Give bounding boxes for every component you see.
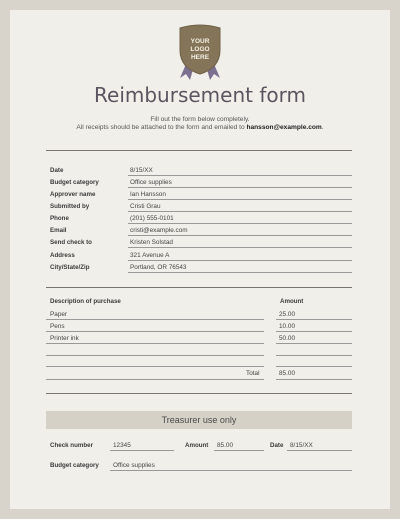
approver-name-underline: [128, 199, 352, 200]
check-number-underline: [110, 450, 174, 451]
phone-underline: [128, 223, 352, 224]
date-label: Date: [50, 167, 64, 174]
email-field[interactable]: cristi@example.com: [130, 227, 188, 234]
treasurer-amount-label: Amount: [185, 442, 209, 449]
logo-shield-icon: [176, 24, 224, 80]
section-divider-middle: [46, 287, 352, 288]
total-value: 85.00: [279, 370, 295, 377]
submitted-by-field[interactable]: Cristi Grau: [130, 203, 161, 210]
amount-row-line-empty: [276, 355, 352, 356]
intro-suffix: .: [321, 124, 324, 131]
treasurer-budget-label: Budget category: [50, 462, 99, 469]
intro-email: hansson@example.com: [246, 124, 322, 131]
city-state-zip-label: City/State/Zip: [50, 264, 90, 271]
intro-text: All receipts should be attached to the form and emailed to: [76, 124, 247, 131]
section-divider-bottom: [46, 393, 352, 394]
email-underline: [128, 235, 352, 236]
total-amount-line: [276, 379, 352, 380]
purchase-item-amount[interactable]: 25.00: [279, 311, 295, 318]
check-number-field[interactable]: 12345: [113, 442, 131, 449]
item-row-line: [46, 331, 264, 332]
treasurer-budget-underline: [110, 470, 352, 471]
item-row-line-empty: [46, 355, 264, 356]
item-row-line: [46, 343, 264, 344]
budget-category-underline: [128, 187, 352, 188]
total-label: Total: [246, 370, 260, 377]
treasurer-budget-field[interactable]: Office supplies: [113, 462, 155, 469]
intro-line-2: [0, 124, 400, 131]
address-field[interactable]: 321 Avenue A: [130, 252, 170, 259]
treasurer-date-label: Date: [270, 442, 284, 449]
purchase-item-desc[interactable]: Paper: [50, 311, 68, 318]
city-state-zip-field[interactable]: Portland, OR 76543: [130, 264, 187, 271]
item-row-line-empty: [46, 366, 264, 367]
purchase-item-amount[interactable]: 10.00: [279, 323, 295, 330]
treasurer-date-field[interactable]: 8/15/XX: [290, 442, 313, 449]
treasurer-banner: Treasurer use only: [46, 411, 352, 429]
purchase-item-amount[interactable]: 50.00: [279, 335, 295, 342]
submitted-by-label: Submitted by: [50, 203, 90, 210]
amount-row-line: [276, 331, 352, 332]
section-divider-top: [46, 150, 352, 151]
date-underline: [128, 175, 352, 176]
city-state-zip-underline: [128, 272, 352, 273]
item-row-line: [46, 319, 264, 320]
intro-line-1: Fill out the form below completely.: [150, 116, 250, 123]
amount-row-line: [276, 319, 352, 320]
approver-name-field[interactable]: Ian Hansson: [130, 191, 166, 198]
page-title: Reimbursement form: [94, 83, 306, 107]
budget-category-field[interactable]: Office supplies: [130, 179, 172, 186]
phone-label: Phone: [50, 215, 69, 222]
description-header: Description of purchase: [50, 298, 121, 305]
total-row-line: [46, 379, 264, 380]
amount-row-line: [276, 343, 352, 344]
address-label: Address: [50, 252, 75, 259]
logo-line-3: HERE: [190, 54, 210, 61]
logo-line-1: YOUR: [190, 38, 210, 45]
purchase-item-desc[interactable]: Pens: [50, 323, 65, 330]
treasurer-date-underline: [287, 450, 352, 451]
approver-name-label: Approver name: [50, 191, 96, 198]
date-field[interactable]: 8/15/XX: [130, 167, 153, 174]
logo-line-2: LOGO: [190, 46, 210, 53]
send-check-to-field[interactable]: Kristen Solstad: [130, 239, 173, 246]
treasurer-amount-field[interactable]: 85.00: [217, 442, 233, 449]
submitted-by-underline: [128, 211, 352, 212]
email-label: Email: [50, 227, 67, 234]
send-check-to-underline: [128, 247, 352, 248]
phone-field[interactable]: (201) 555-0101: [130, 215, 174, 222]
amount-header: Amount: [280, 298, 304, 305]
budget-category-label: Budget category: [50, 179, 99, 186]
amount-row-line-empty: [276, 366, 352, 367]
treasurer-amount-underline: [214, 450, 264, 451]
send-check-to-label: Send check to: [50, 239, 92, 246]
address-underline: [128, 260, 352, 261]
check-number-label: Check number: [50, 442, 93, 449]
purchase-item-desc[interactable]: Printer ink: [50, 335, 79, 342]
